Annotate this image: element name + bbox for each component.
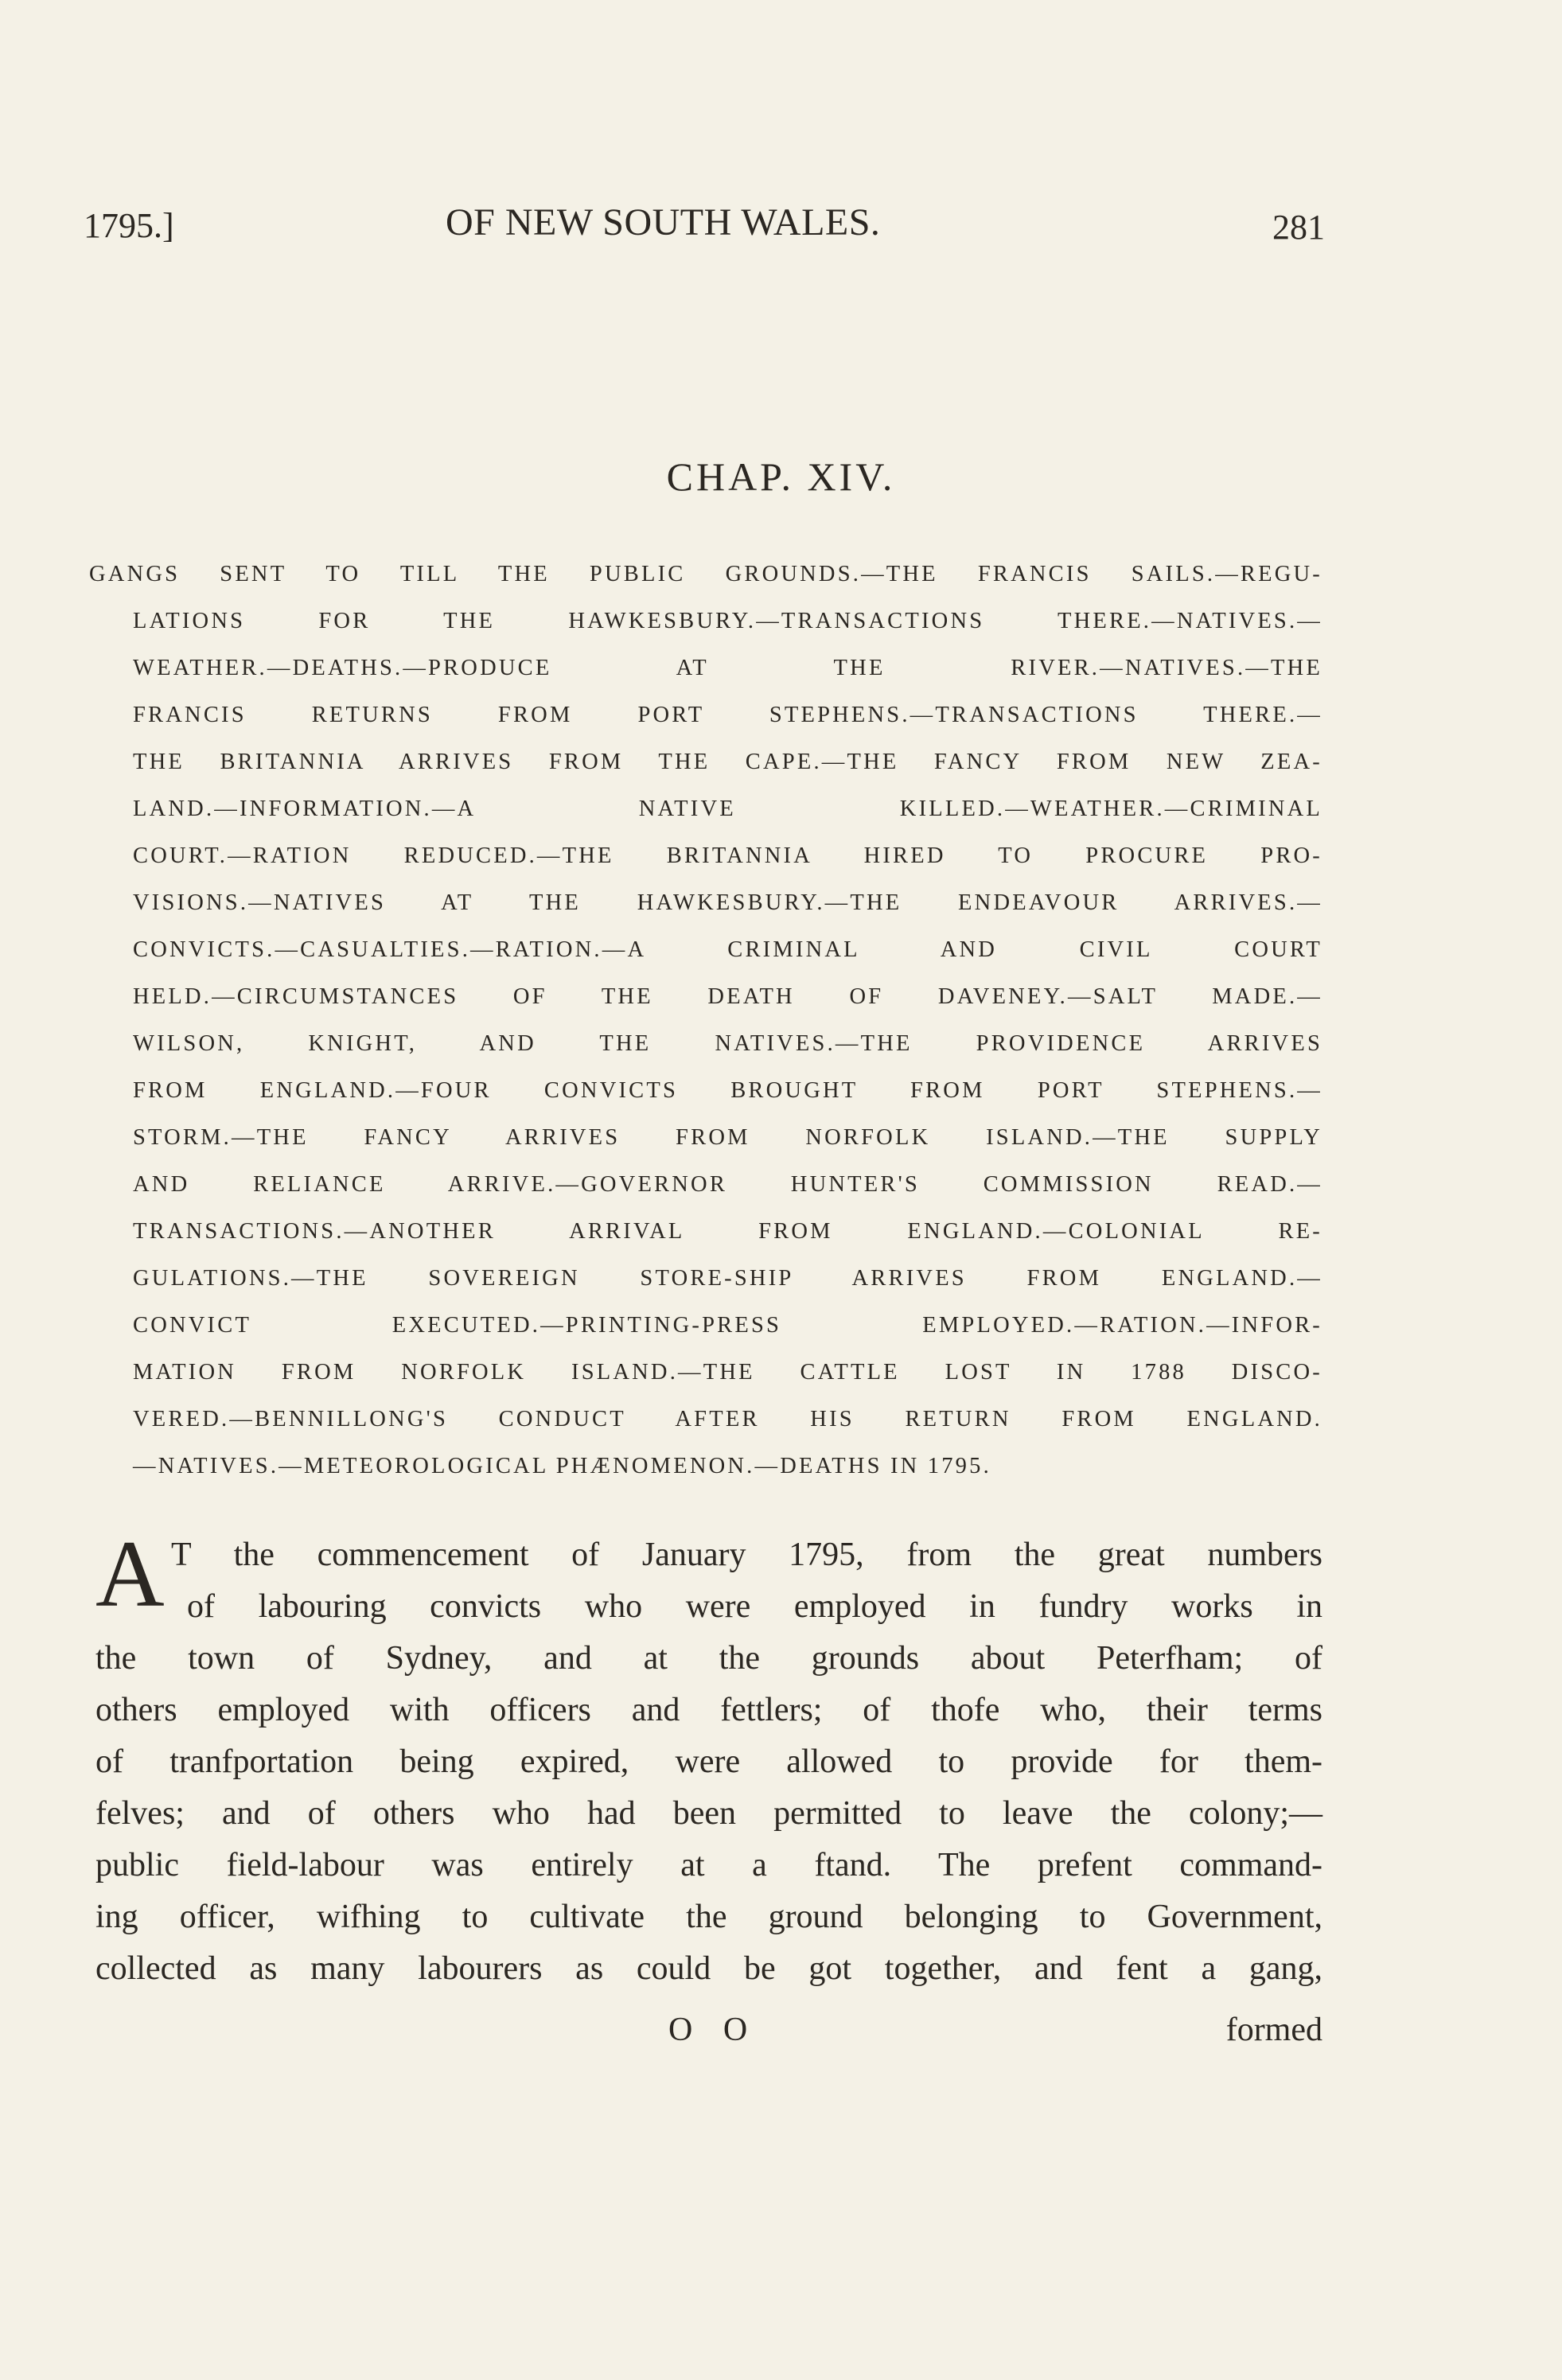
summary-line: LAND.—INFORMATION.—A NATIVE KILLED.—WEATHER.—CRIMINAL [133, 797, 1322, 821]
summary-line: FRANCIS RETURNS FROM PORT STEPHENS.—TRANSACTIONS THERE.— [133, 703, 1322, 727]
summary-line: GANGS SENT TO TILL THE PUBLIC GROUNDS.—THE FRANCIS SAILS.—REGU- [89, 562, 1322, 586]
summary-line: STORM.—THE FANCY ARRIVES FROM NORFOLK ISLAND.—THE SUPPLY [133, 1125, 1322, 1150]
body-line-first: T the commencement of January 1795, from the great numbers [171, 1537, 1322, 1573]
body-line: of labouring convicts who were employed in fundry works in [187, 1588, 1322, 1625]
summary-line: VISIONS.—NATIVES AT THE HAWKESBURY.—THE ENDEAVOUR ARRIVES.— [133, 890, 1322, 915]
summary-line: CONVICT EXECUTED.—PRINTING-PRESS EMPLOYED.—RATION.—INFOR- [133, 1313, 1322, 1338]
body-text [95, 1529, 1322, 1995]
body-line: ing officer, wifhing to cultivate the ground belonging to Government, [95, 1899, 1322, 1935]
summary-line: VERED.—BENNILLONG'S CONDUCT AFTER HIS RETURN FROM ENGLAND. [133, 1407, 1322, 1432]
summary-line: AND RELIANCE ARRIVE.—GOVERNOR HUNTER'S COMMISSION READ.— [133, 1172, 1322, 1197]
catchword: formed [1225, 2012, 1322, 2048]
header-year: 1795.] [84, 206, 174, 245]
running-title: OF NEW SOUTH WALES. [446, 201, 881, 243]
body-line: collected as many labourers as could be got together, and fent a gang, [95, 1950, 1322, 1987]
summary-line: FROM ENGLAND.—FOUR CONVICTS BROUGHT FROM PORT STEPHENS.— [133, 1078, 1322, 1103]
signature-mark: O O [668, 2012, 759, 2048]
summary-line: LATIONS FOR THE HAWKESBURY.—TRANSACTIONS THERE.—NATIVES.— [133, 609, 1322, 633]
chapter-summary [89, 551, 1322, 1490]
body-line: of tranfportation being expired, were allowed to provide for them- [95, 1743, 1322, 1780]
body-line: public field-labour was entirely at a ftand. The prefent command- [95, 1847, 1322, 1883]
summary-line: THE BRITANNIA ARRIVES FROM THE CAPE.—THE FANCY FROM NEW ZEA- [133, 750, 1322, 774]
summary-line: TRANSACTIONS.—ANOTHER ARRIVAL FROM ENGLAND.—COLONIAL RE- [133, 1219, 1322, 1244]
page-footer [95, 2011, 1322, 2059]
chapter-title: CHAP. XIV. [666, 454, 896, 499]
summary-line: CONVICTS.—CASUALTIES.—RATION.—A CRIMINAL AND CIVIL COURT [133, 937, 1322, 962]
running-header [84, 199, 1325, 255]
summary-line: HELD.—CIRCUMSTANCES OF THE DEATH OF DAVENEY.—SALT MADE.— [133, 984, 1322, 1009]
summary-line: WEATHER.—DEATHS.—PRODUCE AT THE RIVER.—NATIVES.—THE [133, 656, 1322, 680]
drop-cap: A [95, 1521, 165, 1626]
summary-line: GULATIONS.—THE SOVEREIGN STORE-SHIP ARRIVES FROM ENGLAND.— [133, 1266, 1322, 1291]
body-line: others employed with officers and fettlers; of thofe who, their terms [95, 1692, 1322, 1728]
summary-line: COURT.—RATION REDUCED.—THE BRITANNIA HIRED TO PROCURE PRO- [133, 843, 1322, 868]
body-line: felves; and of others who had been permitted to leave the colony;— [95, 1795, 1322, 1832]
body-line: the town of Sydney, and at the grounds about Peterfham; of [95, 1640, 1322, 1677]
summary-line: —NATIVES.—METEOROLOGICAL PHÆNOMENON.—DEATHS IN 1795. [133, 1454, 991, 1478]
summary-line: WILSON, KNIGHT, AND THE NATIVES.—THE PROVIDENCE ARRIVES [133, 1031, 1322, 1056]
summary-line: MATION FROM NORFOLK ISLAND.—THE CATTLE LOST IN 1788 DISCO- [133, 1360, 1322, 1385]
page-number: 281 [1272, 208, 1325, 247]
